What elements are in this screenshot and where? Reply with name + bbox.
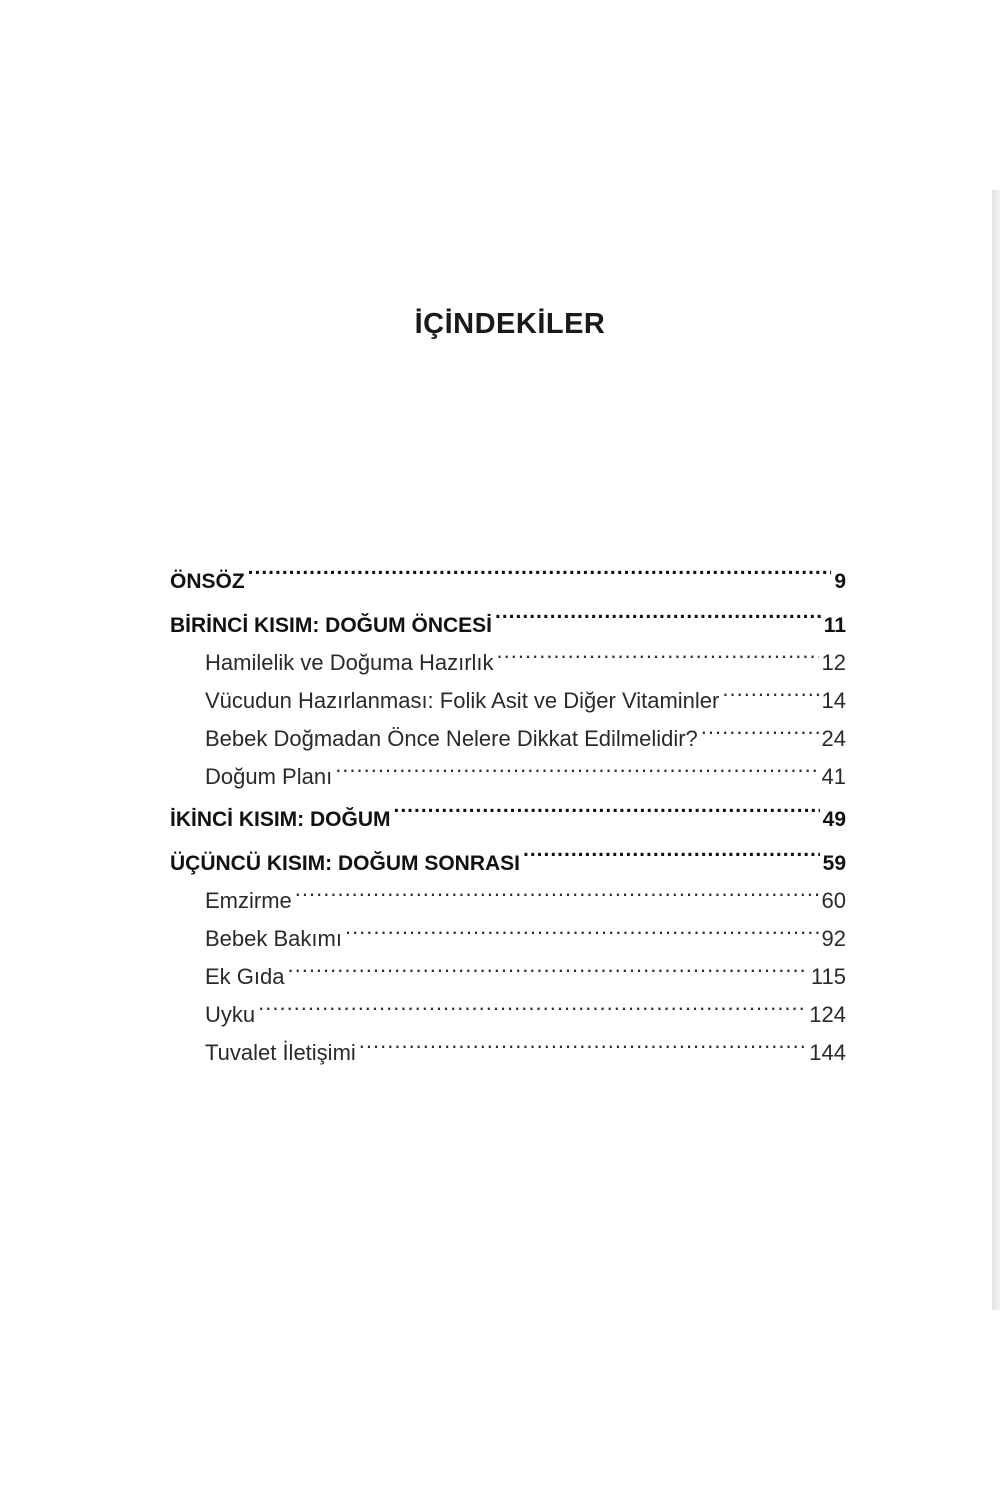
toc-dot-leader — [359, 1038, 807, 1060]
toc-section-entry — [170, 882, 846, 920]
toc-entry-title: Bebek Bakımı — [205, 926, 342, 951]
toc-entry-title: Tuvalet İletişimi — [205, 1040, 356, 1065]
toc-dot-leader — [495, 611, 821, 632]
toc-entry-title: Doğum Planı — [205, 764, 333, 789]
toc-entry-title: Emzirme — [205, 888, 292, 913]
page-title: İÇİNDEKİLER — [414, 308, 606, 340]
toc-dot-leader — [722, 686, 818, 708]
toc-entry-title: ÜÇÜNCÜ KISIM: DOĞUM SONRASI — [170, 852, 520, 875]
toc-entry-title: ÖNSÖZ — [170, 570, 245, 593]
toc-section-entry — [170, 996, 846, 1034]
toc-page-number: 115 — [810, 964, 846, 989]
toc-dot-leader — [295, 886, 819, 908]
toc-section-entry — [170, 682, 846, 720]
toc-entry-title: Bebek Doğmadan Önce Nelere Dikkat Edilmelidir? — [205, 726, 698, 751]
toc-dot-leader — [394, 805, 820, 826]
toc-page-number: 11 — [823, 614, 846, 637]
toc-page-number: 41 — [821, 764, 846, 789]
toc-page-number: 92 — [821, 926, 846, 951]
toc-dot-leader — [335, 762, 818, 784]
toc-dot-leader — [248, 567, 832, 588]
toc-page-number: 24 — [821, 726, 846, 751]
table-of-contents — [170, 562, 846, 1072]
toc-entry-title: BİRİNCİ KISIM: DOĞUM ÖNCESİ — [170, 614, 493, 637]
toc-part-entry — [170, 562, 846, 606]
toc-dot-leader — [258, 1000, 806, 1022]
toc-dot-leader — [523, 849, 820, 870]
toc-dot-leader — [345, 924, 819, 946]
toc-entry-title: Uyku — [205, 1002, 256, 1027]
toc-section-entry — [170, 644, 846, 682]
toc-dot-leader — [701, 724, 819, 746]
toc-dot-leader — [497, 648, 819, 670]
toc-section-entry — [170, 720, 846, 758]
page-edge-shadow — [992, 190, 1000, 1310]
toc-part-entry — [170, 800, 846, 844]
toc-page-number: 59 — [822, 852, 846, 875]
toc-section-entry — [170, 758, 846, 796]
toc-entry-title: Hamilelik ve Doğuma Hazırlık — [205, 650, 494, 675]
toc-page-number: 124 — [809, 1002, 846, 1027]
toc-section-entry — [170, 958, 846, 996]
toc-page-number: 14 — [821, 688, 846, 713]
toc-page-number: 12 — [821, 650, 846, 675]
toc-section-entry — [170, 920, 846, 958]
toc-page-number: 60 — [821, 888, 846, 913]
toc-page-number: 9 — [834, 570, 846, 593]
toc-entry-title: Ek Gıda — [205, 964, 285, 989]
toc-dot-leader — [287, 962, 807, 984]
toc-page-number: 49 — [822, 808, 846, 831]
toc-entry-title: İKİNCİ KISIM: DOĞUM — [170, 808, 391, 831]
toc-section-entry — [170, 1034, 846, 1072]
toc-page-number: 144 — [809, 1040, 846, 1065]
toc-entry-title: Vücudun Hazırlanması: Folik Asit ve Diğer Vitaminler — [205, 688, 720, 713]
